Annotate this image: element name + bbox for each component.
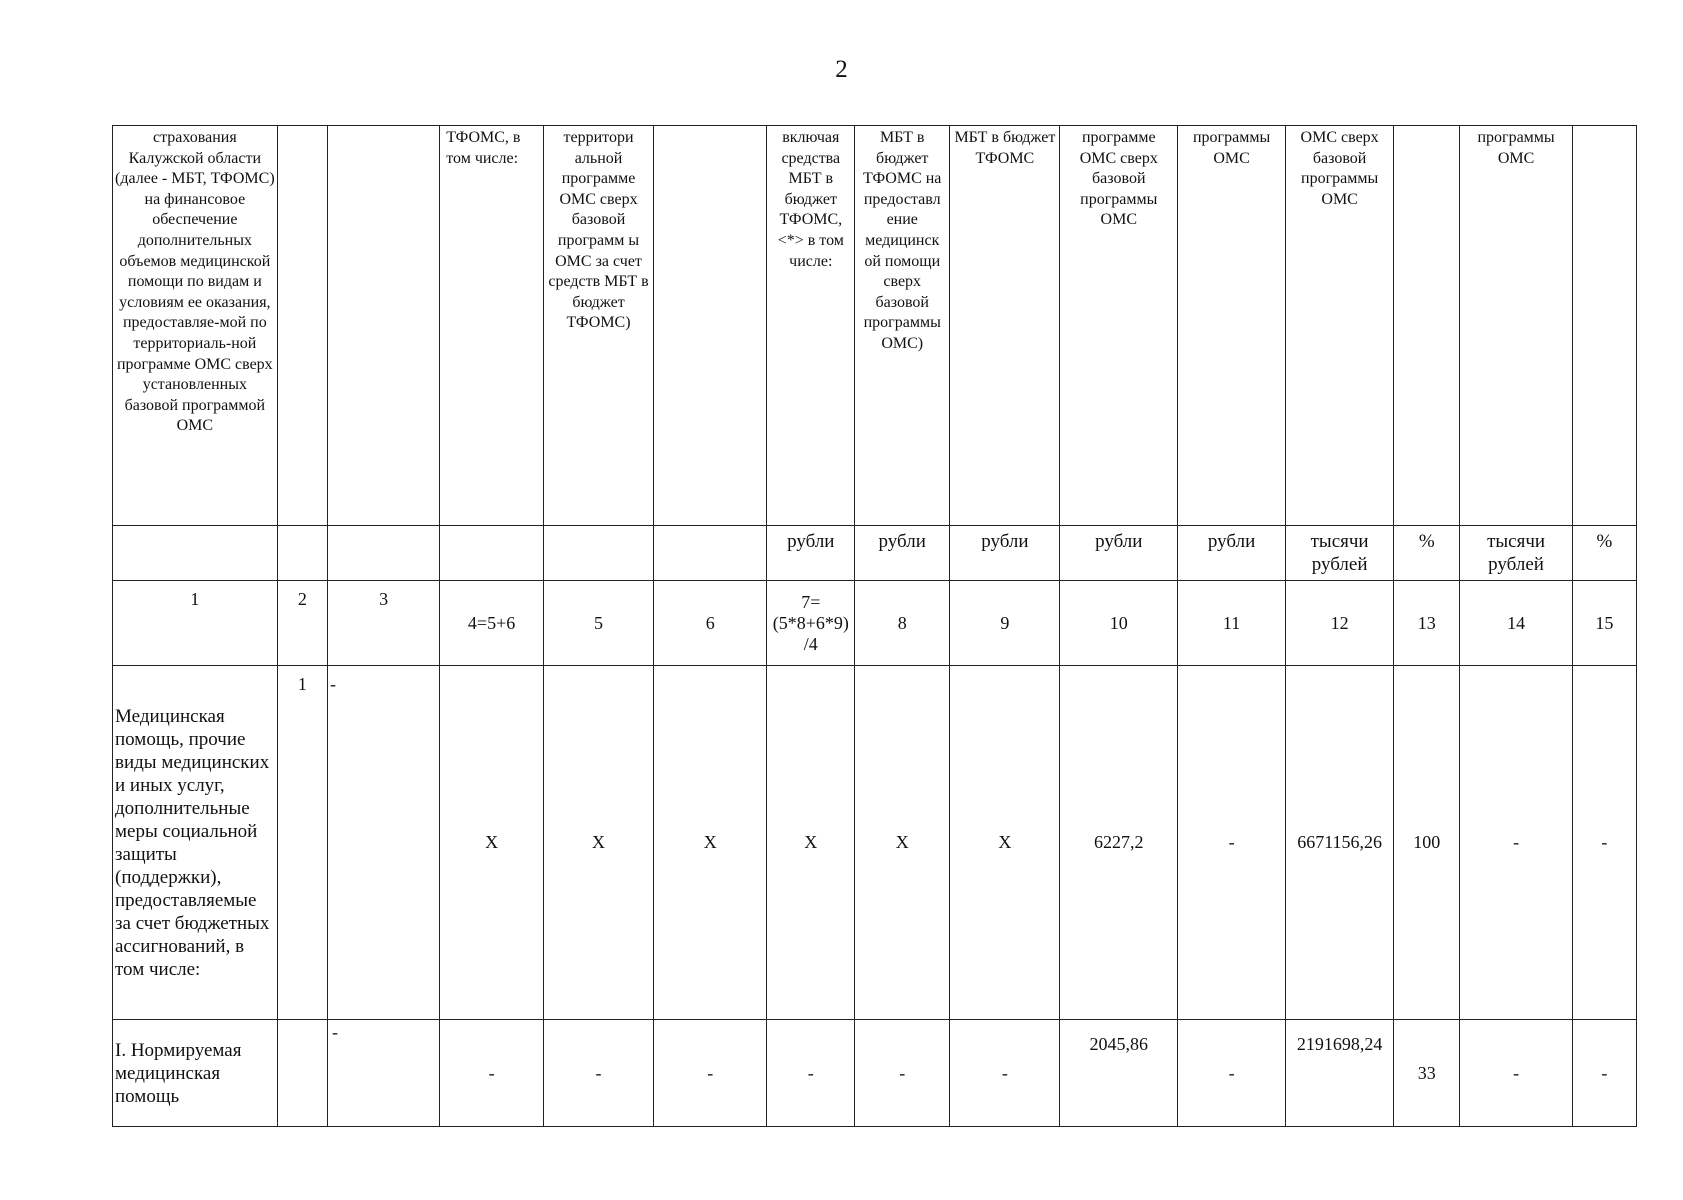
column-number: 10 <box>1060 581 1178 666</box>
column-number: 3 <box>327 581 439 666</box>
header-cell-1: страхования Калужской области (далее - МБТ, ТФОМС) на финансовое обеспечение дополнительных объемов медицинской помощи по видам и условиям ее оказания, предоставляе-мой по территориаль-ной программе ОМС сверх установленных базовой программой ОМС <box>113 126 278 526</box>
column-number: 12 <box>1286 581 1394 666</box>
header-cell-10: программе ОМС сверх базовой программы ОМС <box>1060 126 1178 526</box>
header-cell-3 <box>327 126 439 526</box>
header-cell-8: МБТ в бюджет ТФОМС на предоставл ение медицинск ой помощи сверх базовой программы ОМС) <box>855 126 950 526</box>
header-cell-15 <box>1572 126 1636 526</box>
column-number: 7= (5*8+6*9) /4 <box>767 581 855 666</box>
row-code <box>277 1020 327 1127</box>
header-cell-5: территори альной программе ОМС сверх базовой программ ы ОМС за счет средств МБТ в бюджет ТФОМС) <box>543 126 653 526</box>
header-cell-14: программы ОМС <box>1460 126 1572 526</box>
table-cell: - <box>1572 1020 1636 1127</box>
table-cell: - <box>950 1020 1060 1127</box>
column-number: 13 <box>1394 581 1460 666</box>
column-number: 15 <box>1572 581 1636 666</box>
column-number: 14 <box>1460 581 1572 666</box>
header-cell-9: МБТ в бюджет ТФОМС <box>950 126 1060 526</box>
table-cell: - <box>543 1020 653 1127</box>
table-cell: Х <box>855 666 950 1020</box>
column-number: 5 <box>543 581 653 666</box>
row-code: 1 <box>277 666 327 1020</box>
column-number: 8 <box>855 581 950 666</box>
unit-cell: рубли <box>1060 526 1178 581</box>
table-cell: - <box>767 1020 855 1127</box>
table-cell: 6671156,26 <box>1286 666 1394 1020</box>
unit-cell <box>327 526 439 581</box>
table-cell: - <box>855 1020 950 1127</box>
column-number: 9 <box>950 581 1060 666</box>
table-cell: 2045,86 <box>1060 1020 1178 1127</box>
table-cell: Х <box>440 666 544 1020</box>
column-numbers-row <box>113 581 1637 666</box>
unit-cell: % <box>1572 526 1636 581</box>
table-cell: - <box>440 1020 544 1127</box>
header-cell-11: программы ОМС <box>1178 126 1286 526</box>
column-number: 1 <box>113 581 278 666</box>
unit-cell: рубли <box>855 526 950 581</box>
header-cell-4: ТФОМС, в том числе: <box>440 126 544 526</box>
budget-table <box>112 125 1637 1127</box>
unit-cell <box>277 526 327 581</box>
table-cell: - <box>1178 666 1286 1020</box>
table-cell: - <box>1460 1020 1572 1127</box>
column-number: 4=5+6 <box>440 581 544 666</box>
table-cell: Х <box>654 666 767 1020</box>
unit-cell: рубли <box>767 526 855 581</box>
row-label: I. Нормируемая медицинская помощь <box>113 1020 278 1127</box>
unit-cell: тысячи рублей <box>1286 526 1394 581</box>
table-cell: Х <box>950 666 1060 1020</box>
table-cell: - <box>654 1020 767 1127</box>
unit-cell <box>654 526 767 581</box>
unit-cell: тысячи рублей <box>1460 526 1572 581</box>
table-cell: - <box>1572 666 1636 1020</box>
row-label: Медицинская помощь, прочие виды медицинских и иных услуг, дополнительные меры социальной защиты (поддержки), предоставляемые за счет бюджетных ассигнований, в том числе: <box>113 666 278 1020</box>
table-cell: - <box>327 666 439 1020</box>
column-number: 11 <box>1178 581 1286 666</box>
column-number: 6 <box>654 581 767 666</box>
unit-cell: рубли <box>1178 526 1286 581</box>
header-cell-6 <box>654 126 767 526</box>
table-cell: 100 <box>1394 666 1460 1020</box>
column-number: 2 <box>277 581 327 666</box>
header-cell-7: включая средства МБТ в бюджет ТФОМС, <*> в том числе: <box>767 126 855 526</box>
table-cell: - <box>1460 666 1572 1020</box>
header-cell-13 <box>1394 126 1460 526</box>
unit-cell: % <box>1394 526 1460 581</box>
table-cell: 33 <box>1394 1020 1460 1127</box>
unit-cell <box>113 526 278 581</box>
header-cell-12: ОМС сверх базовой программы ОМС <box>1286 126 1394 526</box>
table-cell: - <box>327 1020 439 1127</box>
header-cell-2 <box>277 126 327 526</box>
table-cell: Х <box>543 666 653 1020</box>
unit-cell <box>543 526 653 581</box>
page-number: 2 <box>835 56 848 83</box>
unit-cell <box>440 526 544 581</box>
table-row-normed-aid <box>113 1020 1637 1127</box>
unit-cell: рубли <box>950 526 1060 581</box>
table-cell: 2191698,24 <box>1286 1020 1394 1127</box>
table-cell: Х <box>767 666 855 1020</box>
table-cell: - <box>1178 1020 1286 1127</box>
header-row <box>113 126 1637 526</box>
table-cell: 6227,2 <box>1060 666 1178 1020</box>
table-row-medical-aid <box>113 666 1637 1020</box>
units-row <box>113 526 1637 581</box>
